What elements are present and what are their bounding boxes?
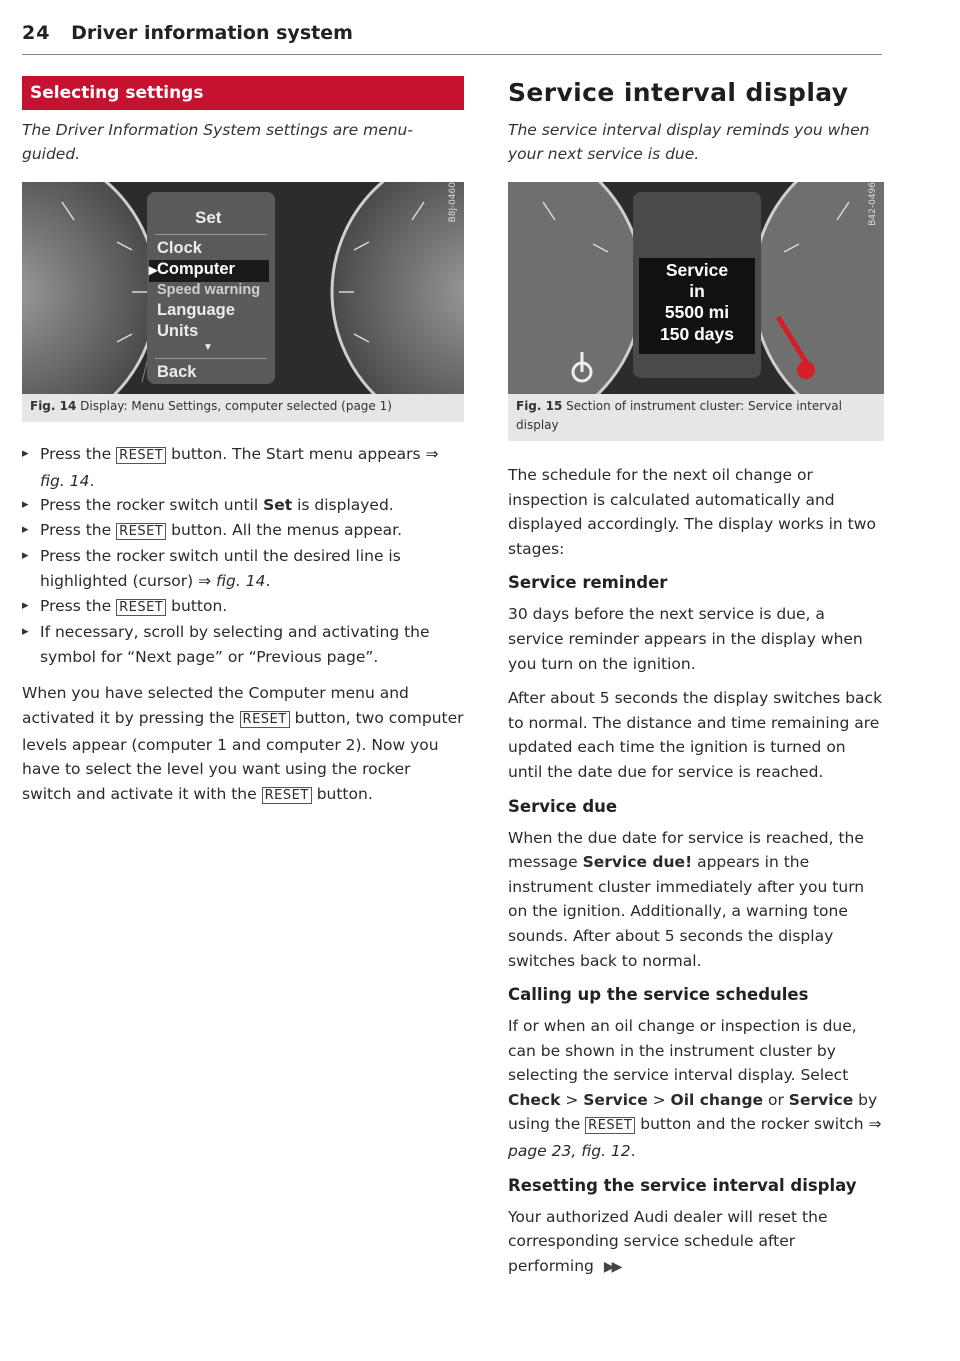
switch-back-paragraph: After about 5 seconds the display switches back to normal. The distance and time remaining are updated each time the ignition is turned on until the date due for service is reached.	[508, 689, 883, 781]
caption-label: Fig. 14	[30, 399, 77, 413]
section-intro: The service interval display reminds you when your next service is due.	[508, 121, 870, 163]
cluster-illustration	[508, 182, 884, 394]
step-item: ▸ Press the RESET button. The Start menu appears ⇒ fig. 14.	[22, 442, 464, 493]
fig-ref[interactable]: ⇒ fig. 14	[40, 445, 439, 490]
menu-item-clock: Clock	[157, 239, 202, 257]
menu-divider	[155, 358, 267, 359]
step-item: ▸ Press the RESET button. All the menus appear.	[22, 518, 464, 545]
service-line-2: in	[689, 281, 705, 301]
header-rule	[22, 54, 882, 55]
figure-code: B8J-0460	[448, 182, 458, 223]
reset-key: RESET	[116, 599, 166, 616]
reminder-paragraph: 30 days before the next service is due, a service reminder appears in the display when you turn on the ignition.	[508, 605, 863, 673]
service-distance: 5500 mi	[664, 302, 730, 322]
running-header	[22, 22, 353, 44]
cluster-illustration	[22, 182, 464, 394]
page-ref[interactable]: ⇒ page 23, fig. 12	[508, 1115, 882, 1161]
figure-code: B42-0496	[868, 182, 878, 226]
reset-key: RESET	[262, 787, 312, 804]
section-title: Service interval display	[508, 78, 849, 107]
page-number: 24	[22, 22, 51, 44]
continued-arrow-icon: ▶▶	[603, 1258, 620, 1275]
settings-menu-panel	[147, 192, 275, 384]
step-item: ▸ Press the rocker switch until Set is displayed.	[22, 493, 464, 518]
resetting-paragraph: Your authorized Audi dealer will reset the corresponding service schedule after performing ▶▶	[508, 1207, 828, 1275]
service-days: 150 days	[660, 324, 734, 344]
computer-menu-paragraph: When you have selected the Computer menu and activated it by pressing the RESET button, two computer levels appear (computer 1 and computer 2). Now you have to select the level you want using the rocker switch and activate it with the RESET button.	[22, 684, 464, 803]
chapter-title: Driver information system	[71, 22, 353, 44]
step-item: ▸ If necessary, scroll by selecting and activating the symbol for “Next page” or “Previous page”.	[22, 620, 464, 669]
reset-key: RESET	[116, 523, 166, 540]
service-screen	[639, 258, 755, 354]
menu-item-computer: Computer	[157, 260, 235, 278]
reset-key: RESET	[116, 447, 166, 464]
left-column	[22, 76, 464, 808]
menu-divider	[155, 234, 267, 235]
subheading-calling-up: Calling up the service schedules	[508, 985, 809, 1005]
step-item: ▸ Press the RESET button.	[22, 594, 464, 621]
instruction-steps	[22, 442, 464, 669]
menu-item-back: Back	[157, 363, 197, 381]
caption-text: Section of instrument cluster: Service interval display	[516, 399, 842, 432]
subheading-service-due: Service due	[508, 796, 618, 816]
figure-caption	[508, 394, 884, 441]
caption-text: Display: Menu Settings, computer selected (page 1)	[80, 399, 392, 413]
service-display-panel	[633, 192, 761, 378]
menu-item-language: Language	[157, 301, 235, 319]
reset-key: RESET	[240, 711, 290, 728]
subheading-resetting: Resetting the service interval display	[508, 1175, 857, 1195]
menu-item-units: Units	[157, 322, 199, 340]
figure-caption	[22, 394, 464, 422]
menu-cursor: ▸	[149, 261, 158, 279]
menu-more-icon: ▼	[203, 342, 213, 353]
set-term: Set	[263, 496, 293, 515]
caption-label: Fig. 15	[516, 399, 563, 413]
menu-item-speed-warning: Speed warning	[157, 282, 261, 298]
section-banner: Selecting settings	[22, 76, 464, 110]
section-intro: The Driver Information System settings are menu-guided.	[22, 121, 413, 163]
schedule-paragraph: The schedule for the next oil change or inspection is calculated automatically and displayed accordingly. The display works in two stages:	[508, 466, 876, 558]
right-column	[508, 76, 884, 1279]
figure-15	[508, 182, 884, 441]
subheading-service-reminder: Service reminder	[508, 573, 668, 593]
menu-title: Set	[195, 208, 222, 227]
figure-14	[22, 182, 464, 422]
service-due-paragraph: When the due date for service is reached, the message Service due! appears in the instrument cluster immediately after you turn on the ignition. Additionally, a warning tone sounds. After about 5 seconds the display switches back to normal.	[508, 828, 865, 970]
reset-key: RESET	[585, 1117, 635, 1134]
step-item: ▸ Press the rocker switch until the desired line is highlighted (cursor) ⇒ fig. 14.	[22, 544, 464, 593]
calling-up-paragraph: If or when an oil change or inspection is due, can be shown in the instrument cluster by selecting the service interval display. Select Check > Service > Oil change or Service by using the RESET button and the rocker switch ⇒ page 23, fig. 12.	[508, 1017, 882, 1161]
service-due-term: Service due!	[582, 853, 693, 872]
service-line-1: Service	[665, 260, 729, 280]
fig-ref[interactable]: ⇒ fig. 14	[198, 571, 266, 590]
